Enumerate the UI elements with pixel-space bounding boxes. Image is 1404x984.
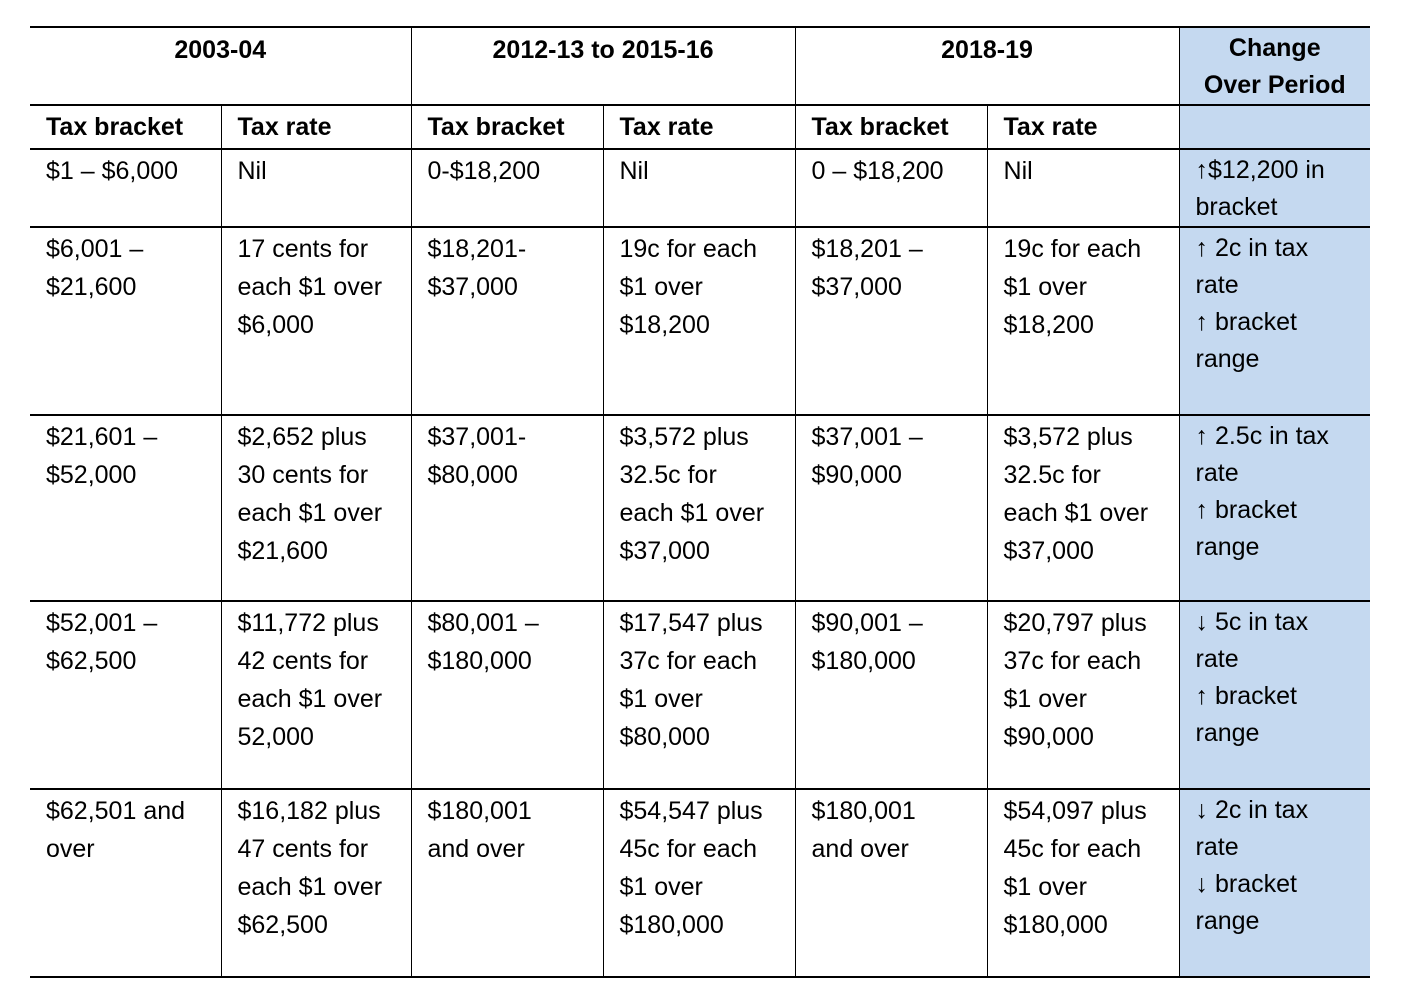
- cell-line: $37,000: [811, 273, 902, 301]
- cell-tax-bracket-2003: [30, 601, 221, 789]
- cell-tax-bracket-2003: [30, 415, 221, 601]
- cell-line: $1 over: [1003, 873, 1087, 901]
- group-header-2012-16: 2012-13 to 2015-16: [411, 27, 795, 105]
- cell-line: $80,000: [619, 723, 710, 751]
- cell-line: each $1 over: [237, 499, 383, 527]
- cell-line: $2,652 plus: [237, 423, 367, 451]
- group-header-2003-04: 2003-04: [30, 27, 411, 105]
- cell-line: $3,572 plus: [619, 423, 749, 451]
- change-line: ↑$12,200 in: [1195, 156, 1325, 184]
- table-row: [30, 415, 1370, 601]
- cell-line: $3,572 plus: [1003, 423, 1133, 451]
- tax-table-container: [30, 26, 1370, 978]
- change-line: rate: [1195, 271, 1239, 299]
- cell-tax-bracket-2018: [795, 415, 987, 601]
- cell-tax-bracket-2012: [411, 149, 603, 227]
- cell-line: $18,201-: [427, 235, 527, 263]
- cell-line: $6,000: [237, 311, 314, 339]
- cell-line: $37,000: [427, 273, 518, 301]
- cell-line: 17 cents for: [237, 235, 369, 263]
- cell-tax-rate-2018: [987, 149, 1179, 227]
- cell-line: $1 over: [1003, 685, 1087, 713]
- change-line: rate: [1195, 833, 1239, 861]
- change-line: range: [1195, 719, 1260, 747]
- change-line: ↑ bracket: [1195, 682, 1297, 710]
- subheader-tax-rate-2012: Tax rate: [603, 105, 795, 149]
- cell-tax-bracket-2012: [411, 415, 603, 601]
- cell-line: each $1 over: [1003, 499, 1149, 527]
- cell-line: $16,182 plus: [237, 797, 381, 825]
- cell-change-over-period: [1179, 601, 1370, 789]
- cell-line: $6,001 –: [46, 235, 144, 263]
- cell-tax-rate-2018: [987, 415, 1179, 601]
- cell-tax-rate-2018: [987, 227, 1179, 415]
- cell-line: and over: [427, 835, 525, 863]
- cell-tax-rate-2012: [603, 149, 795, 227]
- cell-line: $54,097 plus: [1003, 797, 1147, 825]
- cell-tax-rate-2012: [603, 227, 795, 415]
- cell-line: over: [46, 835, 95, 863]
- cell-line: $1 over: [1003, 273, 1087, 301]
- cell-change-over-period: [1179, 227, 1370, 415]
- cell-line: $90,001 –: [811, 609, 923, 637]
- cell-tax-rate-2003: [221, 789, 411, 977]
- change-line: ↑ bracket: [1195, 496, 1297, 524]
- cell-line: $20,797 plus: [1003, 609, 1147, 637]
- change-line: ↓ 5c in tax: [1195, 608, 1309, 636]
- cell-tax-rate-2003: [221, 601, 411, 789]
- table-body: [30, 149, 1370, 977]
- change-line: ↑ bracket: [1195, 308, 1297, 336]
- change-line: range: [1195, 533, 1260, 561]
- cell-line: $180,000: [427, 647, 532, 675]
- cell-line: 37c for each: [619, 647, 758, 675]
- cell-tax-bracket-2018: [795, 789, 987, 977]
- subheader-tax-bracket-2012: Tax bracket: [411, 105, 603, 149]
- cell-line: Nil: [1003, 157, 1033, 185]
- cell-change-over-period: [1179, 149, 1370, 227]
- cell-line: $18,200: [1003, 311, 1094, 339]
- cell-line: $62,501 and: [46, 797, 186, 825]
- cell-tax-bracket-2012: [411, 601, 603, 789]
- cell-line: $37,000: [619, 537, 710, 565]
- table-row: [30, 601, 1370, 789]
- cell-tax-bracket-2012: [411, 227, 603, 415]
- cell-tax-rate-2018: [987, 789, 1179, 977]
- cell-tax-bracket-2012: [411, 789, 603, 977]
- cell-line: $52,000: [46, 461, 137, 489]
- cell-line: $52,001 –: [46, 609, 158, 637]
- change-line: ↓ bracket: [1195, 870, 1297, 898]
- cell-tax-rate-2012: [603, 601, 795, 789]
- tax-brackets-table: [30, 26, 1370, 978]
- change-line: bracket: [1195, 193, 1278, 221]
- cell-line: Nil: [619, 157, 649, 185]
- cell-line: $90,000: [1003, 723, 1094, 751]
- change-line: ↑ 2c in tax: [1195, 234, 1309, 262]
- cell-line: $180,000: [619, 911, 724, 939]
- cell-line: $180,000: [811, 647, 916, 675]
- subheader-tax-bracket-2018: Tax bracket: [795, 105, 987, 149]
- cell-line: each $1 over: [237, 685, 383, 713]
- cell-line: 52,000: [237, 723, 314, 751]
- cell-line: each $1 over: [619, 499, 765, 527]
- cell-line: $37,000: [1003, 537, 1094, 565]
- cell-line: and over: [811, 835, 909, 863]
- change-line: range: [1195, 907, 1260, 935]
- cell-tax-bracket-2018: [795, 227, 987, 415]
- cell-line: $90,000: [811, 461, 902, 489]
- change-over-period-header: Change Over Period: [1179, 27, 1370, 105]
- cell-line: 42 cents for: [237, 647, 369, 675]
- cell-line: 37c for each: [1003, 647, 1142, 675]
- cell-line: $62,500: [46, 647, 137, 675]
- cell-line: $180,001: [427, 797, 532, 825]
- cell-line: 47 cents for: [237, 835, 369, 863]
- cell-line: $80,001 –: [427, 609, 539, 637]
- cell-line: $180,001: [811, 797, 916, 825]
- cell-tax-rate-2003: [221, 227, 411, 415]
- cell-line: each $1 over: [237, 873, 383, 901]
- cell-line: 19c for each: [619, 235, 758, 263]
- cell-line: $1 over: [619, 685, 703, 713]
- cell-line: 32.5c for: [1003, 461, 1101, 489]
- cell-line: 0 – $18,200: [811, 157, 944, 185]
- cell-line: $80,000: [427, 461, 518, 489]
- cell-tax-rate-2012: [603, 789, 795, 977]
- cell-line: $21,600: [46, 273, 137, 301]
- table-row: [30, 789, 1370, 977]
- cell-tax-rate-2018: [987, 601, 1179, 789]
- cell-line: $1 – $6,000: [46, 157, 179, 185]
- cell-tax-rate-2003: [221, 415, 411, 601]
- cell-tax-bracket-2003: [30, 227, 221, 415]
- cell-change-over-period: [1179, 415, 1370, 601]
- cell-line: 19c for each: [1003, 235, 1142, 263]
- cell-tax-rate-2003: [221, 149, 411, 227]
- cell-tax-rate-2012: [603, 415, 795, 601]
- change-line: ↓ 2c in tax: [1195, 796, 1309, 824]
- cell-tax-bracket-2003: [30, 149, 221, 227]
- table-row: [30, 227, 1370, 415]
- subheader-tax-bracket-2003: Tax bracket: [30, 105, 221, 149]
- subheader-change-empty: [1179, 105, 1370, 149]
- cell-line: $18,201 –: [811, 235, 923, 263]
- cell-line: $18,200: [619, 311, 710, 339]
- change-line: range: [1195, 345, 1260, 373]
- cell-line: 45c for each: [619, 835, 758, 863]
- change-line: ↑ 2.5c in tax: [1195, 422, 1329, 450]
- cell-line: 30 cents for: [237, 461, 369, 489]
- cell-line: 0-$18,200: [427, 157, 541, 185]
- cell-line: each $1 over: [237, 273, 383, 301]
- cell-line: $1 over: [619, 873, 703, 901]
- cell-line: $1 over: [619, 273, 703, 301]
- cell-tax-bracket-2018: [795, 149, 987, 227]
- cell-line: Nil: [237, 157, 267, 185]
- cell-line: $54,547 plus: [619, 797, 763, 825]
- cell-line: 45c for each: [1003, 835, 1142, 863]
- cell-line: 32.5c for: [619, 461, 717, 489]
- group-header-2018-19: 2018-19: [795, 27, 1179, 105]
- cell-line: $37,001 –: [811, 423, 923, 451]
- change-line: rate: [1195, 459, 1239, 487]
- cell-line: $17,547 plus: [619, 609, 763, 637]
- subheader-tax-rate-2018: Tax rate: [987, 105, 1179, 149]
- cell-change-over-period: [1179, 789, 1370, 977]
- cell-line: $11,772 plus: [237, 609, 379, 637]
- cell-tax-bracket-2003: [30, 789, 221, 977]
- cell-line: $21,601 –: [46, 423, 158, 451]
- table-row: [30, 149, 1370, 227]
- cell-line: $62,500: [237, 911, 328, 939]
- cell-line: $37,001-: [427, 423, 527, 451]
- subheader-tax-rate-2003: Tax rate: [221, 105, 411, 149]
- cell-tax-bracket-2018: [795, 601, 987, 789]
- change-line: rate: [1195, 645, 1239, 673]
- cell-line: $180,000: [1003, 911, 1108, 939]
- cell-line: $21,600: [237, 537, 328, 565]
